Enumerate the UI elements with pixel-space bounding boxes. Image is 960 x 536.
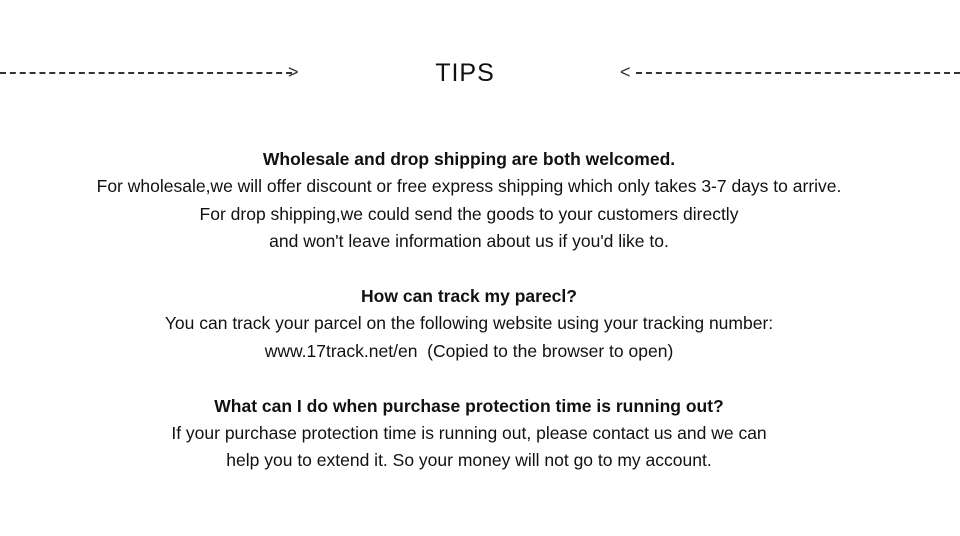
dashed-divider-left xyxy=(0,72,292,74)
section-heading: Wholesale and drop shipping are both welcomed. xyxy=(262,149,676,169)
tips-header xyxy=(0,52,960,92)
section-text-line: For wholesale,we will offer discount or free express shipping which only takes 3-7 days to arrive. xyxy=(96,176,842,197)
section-purchase-protection xyxy=(0,393,938,475)
section-text-line: If your purchase protection time is running out, please contact us and we can xyxy=(171,423,767,444)
tips-content xyxy=(0,146,938,475)
tracking-url-text: www.17track.net/en (Copied to the browser to open) xyxy=(264,340,674,361)
section-spacer xyxy=(0,256,938,283)
arrow-left-icon: < xyxy=(620,62,631,82)
section-text-line: help you to extend it. So your money will not go to my account. xyxy=(226,450,712,471)
section-heading: What can I do when purchase protection time is running out? xyxy=(214,395,724,416)
section-text-line: For drop shipping,we could send the goods to your customers directly xyxy=(199,203,739,224)
page-title: TIPS xyxy=(435,59,495,87)
section-tracking xyxy=(0,283,938,365)
arrow-right-icon: > xyxy=(288,62,299,82)
section-heading: How can track my parecl? xyxy=(361,286,577,307)
section-spacer xyxy=(0,365,938,392)
section-text-line: and won't leave information about us if you'd like to. xyxy=(269,231,669,252)
dashed-divider-right xyxy=(636,72,960,74)
section-wholesale xyxy=(0,146,938,256)
section-text-line: You can track your parcel on the following website using your tracking number: xyxy=(164,313,774,334)
